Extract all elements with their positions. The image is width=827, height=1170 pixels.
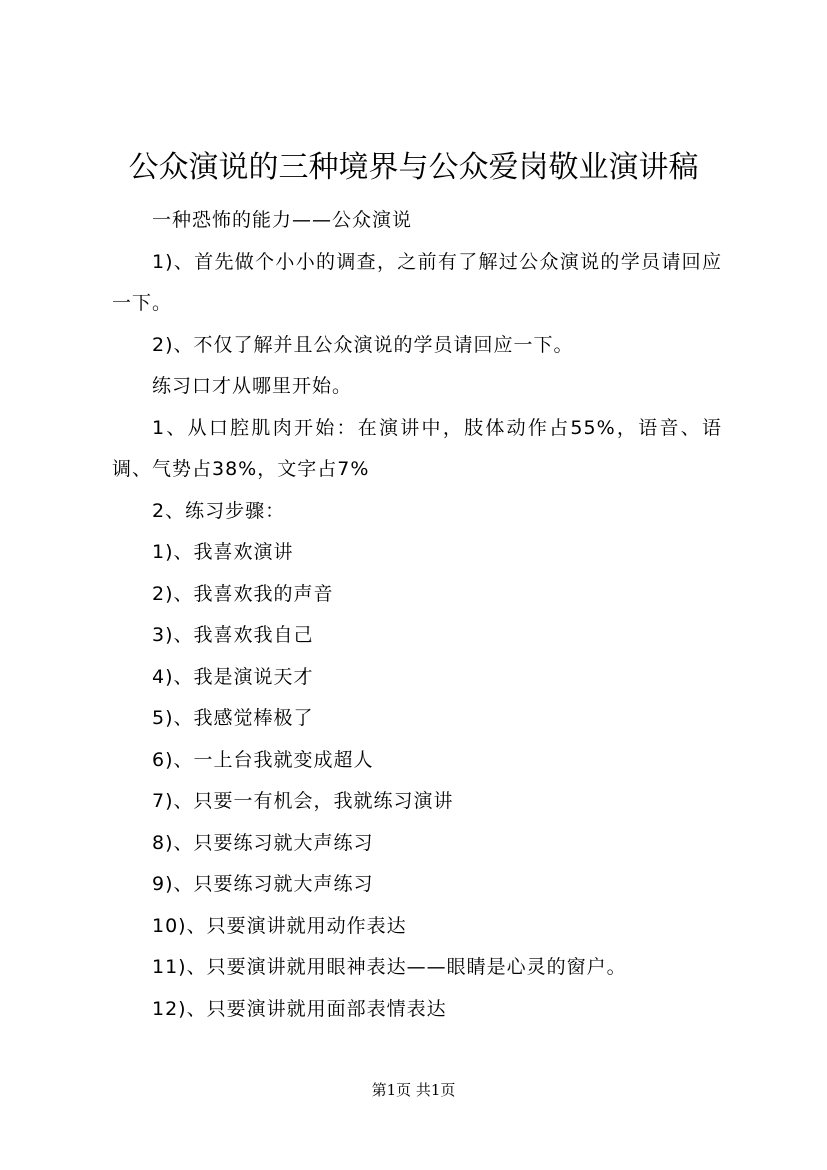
list-item: 12)、只要演讲就用面部表情表达 [152,997,447,1020]
list-item: 1)、我喜欢演讲 [152,541,294,563]
list-item: 6)、一上台我就变成超人 [152,748,374,771]
list-item: 8)、只要练习就大声练习 [152,831,374,854]
page-footer: 第1页 共1页 [371,1081,456,1099]
paragraph: 1、从口腔肌肉开始：在演讲中，肢体动作占55%，语音、语调、气势占38%，文字占7% [112,416,722,480]
list-item: 3)、我喜欢我自己 [152,624,314,646]
document-title: 公众演说的三种境界与公众爱岗敬业演讲稿 [128,150,699,185]
paragraph: 一种恐怖的能力——公众演说 [152,209,413,231]
document-body [112,200,722,1030]
paragraph: 练习口才从哪里开始。 [152,375,353,397]
list-item: 10)、只要演讲就用动作表达 [152,914,407,937]
list-item: 11)、只要演讲就用眼神表达——眼睛是心灵的窗户。 [152,956,627,978]
paragraph: 2、练习步骤： [152,499,286,522]
paragraph: 2)、不仅了解并且公众演说的学员请回应一下。 [152,333,574,356]
list-item: 5)、我感觉棒极了 [152,707,314,729]
list-item: 2)、我喜欢我的声音 [152,582,334,605]
paragraph: 1)、首先做个小小的调查，之前有了解过公众演说的学员请回应一下。 [112,250,722,314]
list-item: 4)、我是演说天才 [152,665,314,688]
list-item: 9)、只要练习就大声练习 [152,873,374,895]
list-item: 7)、只要一有机会，我就练习演讲 [152,790,454,812]
